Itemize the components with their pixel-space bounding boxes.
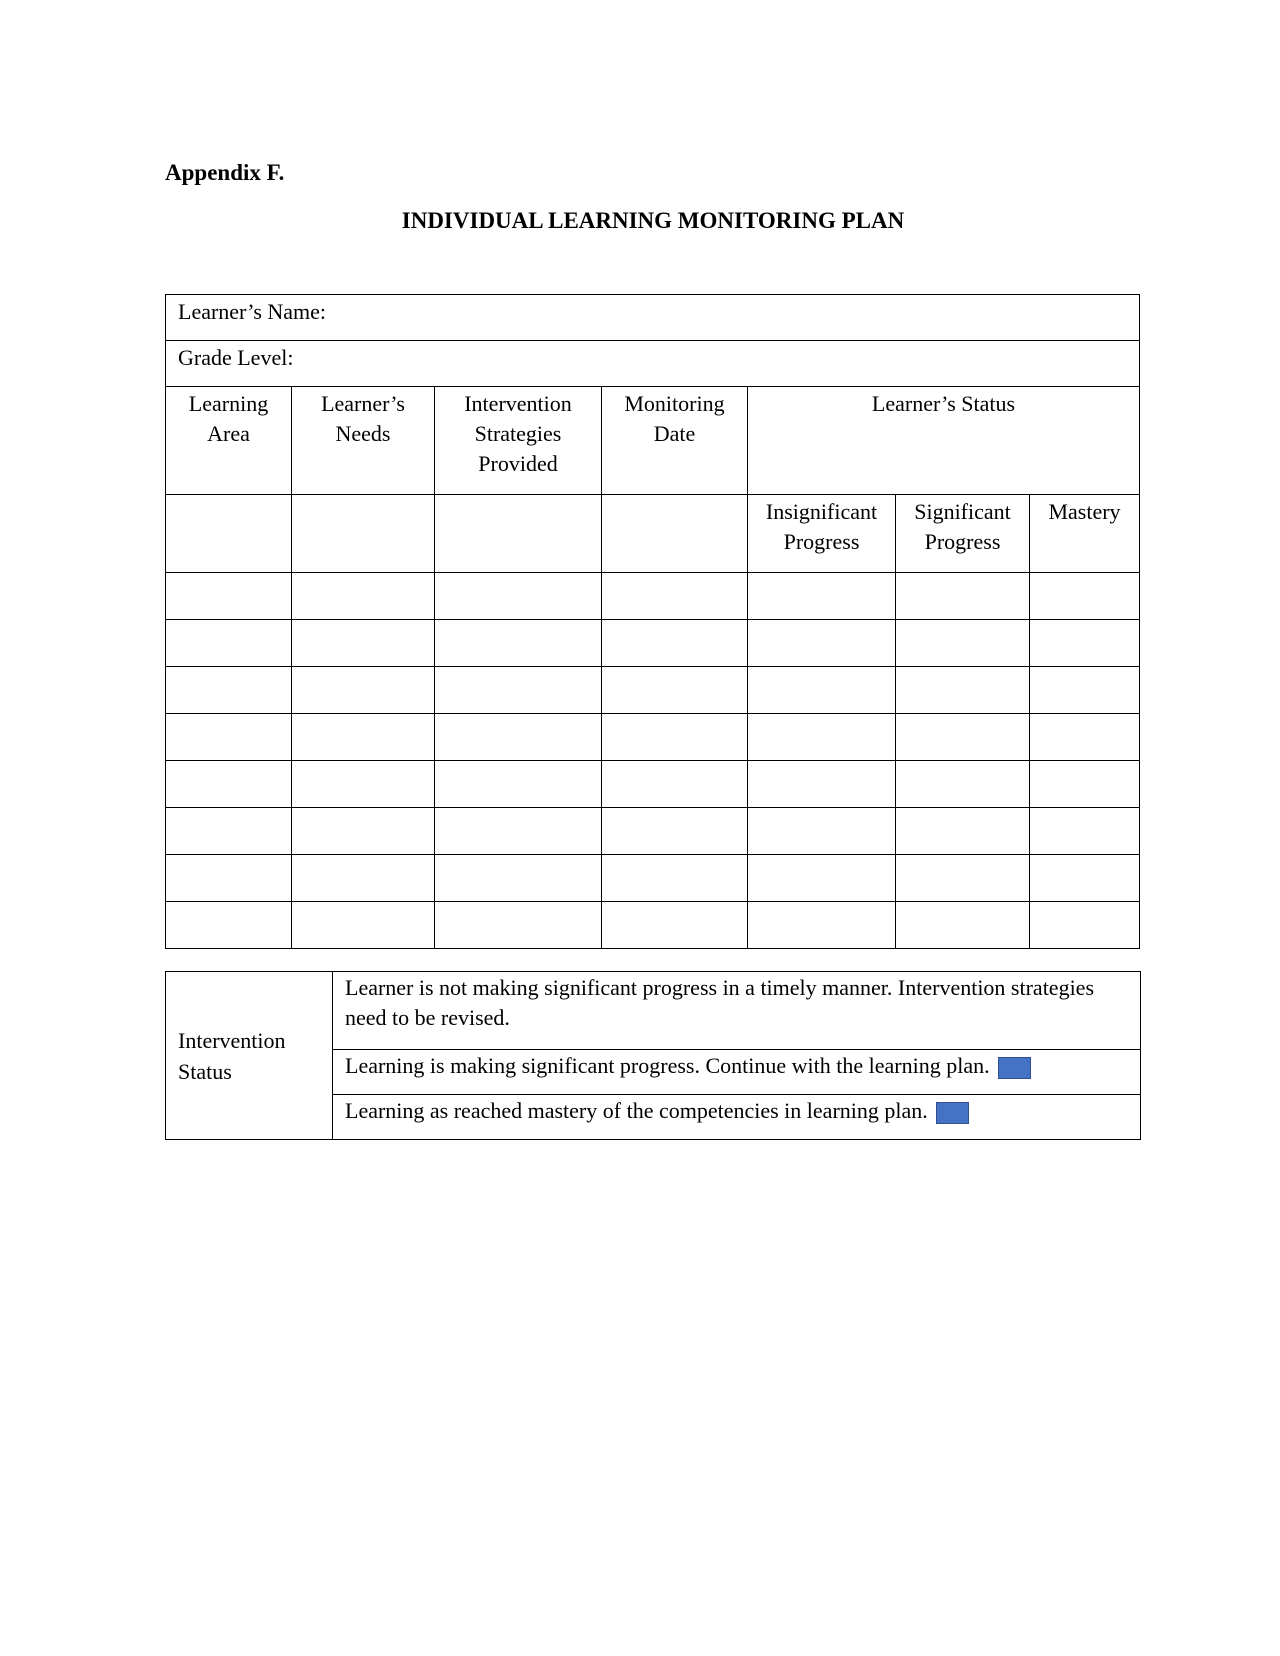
subheader-insignificant-progress: Insignificant Progress — [748, 495, 896, 573]
subheader-significant-progress: Significant Progress — [896, 495, 1030, 573]
intervention-status-label: Intervention Status — [166, 972, 333, 1140]
table-row — [166, 573, 1140, 620]
table-cell[interactable] — [166, 495, 292, 573]
appendix-label: Appendix F. — [165, 160, 285, 185]
status-option-mastery[interactable]: Learning as reached mastery of the competencies in learning plan. — [333, 1095, 1141, 1140]
table-cell[interactable] — [166, 714, 292, 761]
table-cell[interactable] — [166, 855, 292, 902]
table-cell[interactable] — [602, 573, 748, 620]
mastery-checkbox[interactable] — [936, 1102, 969, 1124]
table-row — [166, 620, 1140, 667]
learner-name-field[interactable] — [166, 295, 1140, 341]
table-cell[interactable] — [1030, 855, 1140, 902]
table-cell[interactable] — [602, 808, 748, 855]
learner-name-label: Learner’s Name: — [178, 299, 327, 324]
table-cell[interactable] — [435, 808, 602, 855]
significant-progress-checkbox[interactable] — [998, 1057, 1031, 1079]
table-cell[interactable] — [748, 620, 896, 667]
table-cell[interactable] — [748, 855, 896, 902]
table-row — [166, 808, 1140, 855]
table-cell[interactable] — [292, 714, 435, 761]
table-cell[interactable] — [896, 714, 1030, 761]
table-row — [166, 667, 1140, 714]
status-option-revise[interactable]: Learner is not making significant progress in a timely manner. Intervention strategies need to be revised. — [333, 972, 1141, 1050]
table-cell[interactable] — [292, 761, 435, 808]
table-cell[interactable] — [166, 620, 292, 667]
header-learners-status: Learner’s Status — [748, 387, 1140, 495]
table-cell[interactable] — [435, 761, 602, 808]
status-option-significant-progress[interactable]: Learning is making significant progress. Continue with the learning plan. — [333, 1050, 1141, 1095]
table-cell[interactable] — [166, 808, 292, 855]
table-cell[interactable] — [166, 902, 292, 949]
intervention-status-table — [165, 971, 1141, 1140]
table-cell[interactable] — [435, 573, 602, 620]
table-cell[interactable] — [896, 855, 1030, 902]
table-cell[interactable] — [435, 902, 602, 949]
table-cell[interactable] — [748, 808, 896, 855]
table-cell[interactable] — [166, 573, 292, 620]
table-cell[interactable] — [748, 761, 896, 808]
table-row — [166, 855, 1140, 902]
table-cell[interactable] — [435, 620, 602, 667]
table-cell[interactable] — [435, 495, 602, 573]
monitoring-plan-table — [165, 294, 1140, 949]
table-cell[interactable] — [292, 855, 435, 902]
table-cell[interactable] — [1030, 761, 1140, 808]
table-cell[interactable] — [896, 761, 1030, 808]
table-cell[interactable] — [166, 761, 292, 808]
table-cell[interactable] — [292, 808, 435, 855]
table-cell[interactable] — [292, 620, 435, 667]
grade-level-label: Grade Level: — [178, 345, 294, 370]
table-cell[interactable] — [1030, 714, 1140, 761]
table-cell[interactable] — [748, 714, 896, 761]
table-cell[interactable] — [292, 902, 435, 949]
table-cell[interactable] — [748, 902, 896, 949]
table-row — [166, 714, 1140, 761]
table-cell[interactable] — [896, 573, 1030, 620]
table-cell[interactable] — [602, 761, 748, 808]
table-cell[interactable] — [435, 714, 602, 761]
table-cell[interactable] — [896, 620, 1030, 667]
table-cell[interactable] — [1030, 620, 1140, 667]
grade-level-field[interactable] — [166, 341, 1140, 387]
table-cell[interactable] — [748, 573, 896, 620]
table-cell[interactable] — [602, 902, 748, 949]
header-learners-needs: Learner’s Needs — [292, 387, 435, 495]
table-row — [166, 902, 1140, 949]
table-cell[interactable] — [1030, 808, 1140, 855]
subheader-mastery: Mastery — [1030, 495, 1140, 573]
table-row — [166, 761, 1140, 808]
table-cell[interactable] — [1030, 667, 1140, 714]
table-cell[interactable] — [602, 667, 748, 714]
table-cell[interactable] — [166, 667, 292, 714]
table-cell[interactable] — [292, 495, 435, 573]
table-cell[interactable] — [748, 667, 896, 714]
table-cell[interactable] — [896, 902, 1030, 949]
table-body — [166, 573, 1140, 949]
header-learning-area: Learning Area — [166, 387, 292, 495]
table-cell[interactable] — [602, 620, 748, 667]
table-cell[interactable] — [896, 808, 1030, 855]
table-cell[interactable] — [602, 714, 748, 761]
table-cell[interactable] — [292, 573, 435, 620]
table-cell[interactable] — [896, 667, 1030, 714]
table-cell[interactable] — [602, 855, 748, 902]
header-intervention-strategies: Intervention Strategies Provided — [435, 387, 602, 495]
table-cell[interactable] — [292, 667, 435, 714]
table-cell[interactable] — [1030, 902, 1140, 949]
table-cell[interactable] — [1030, 573, 1140, 620]
table-cell[interactable] — [435, 855, 602, 902]
table-cell[interactable] — [602, 495, 748, 573]
table-cell[interactable] — [435, 667, 602, 714]
header-monitoring-date: Monitoring Date — [602, 387, 748, 495]
page-title: INDIVIDUAL LEARNING MONITORING PLAN — [401, 208, 905, 233]
